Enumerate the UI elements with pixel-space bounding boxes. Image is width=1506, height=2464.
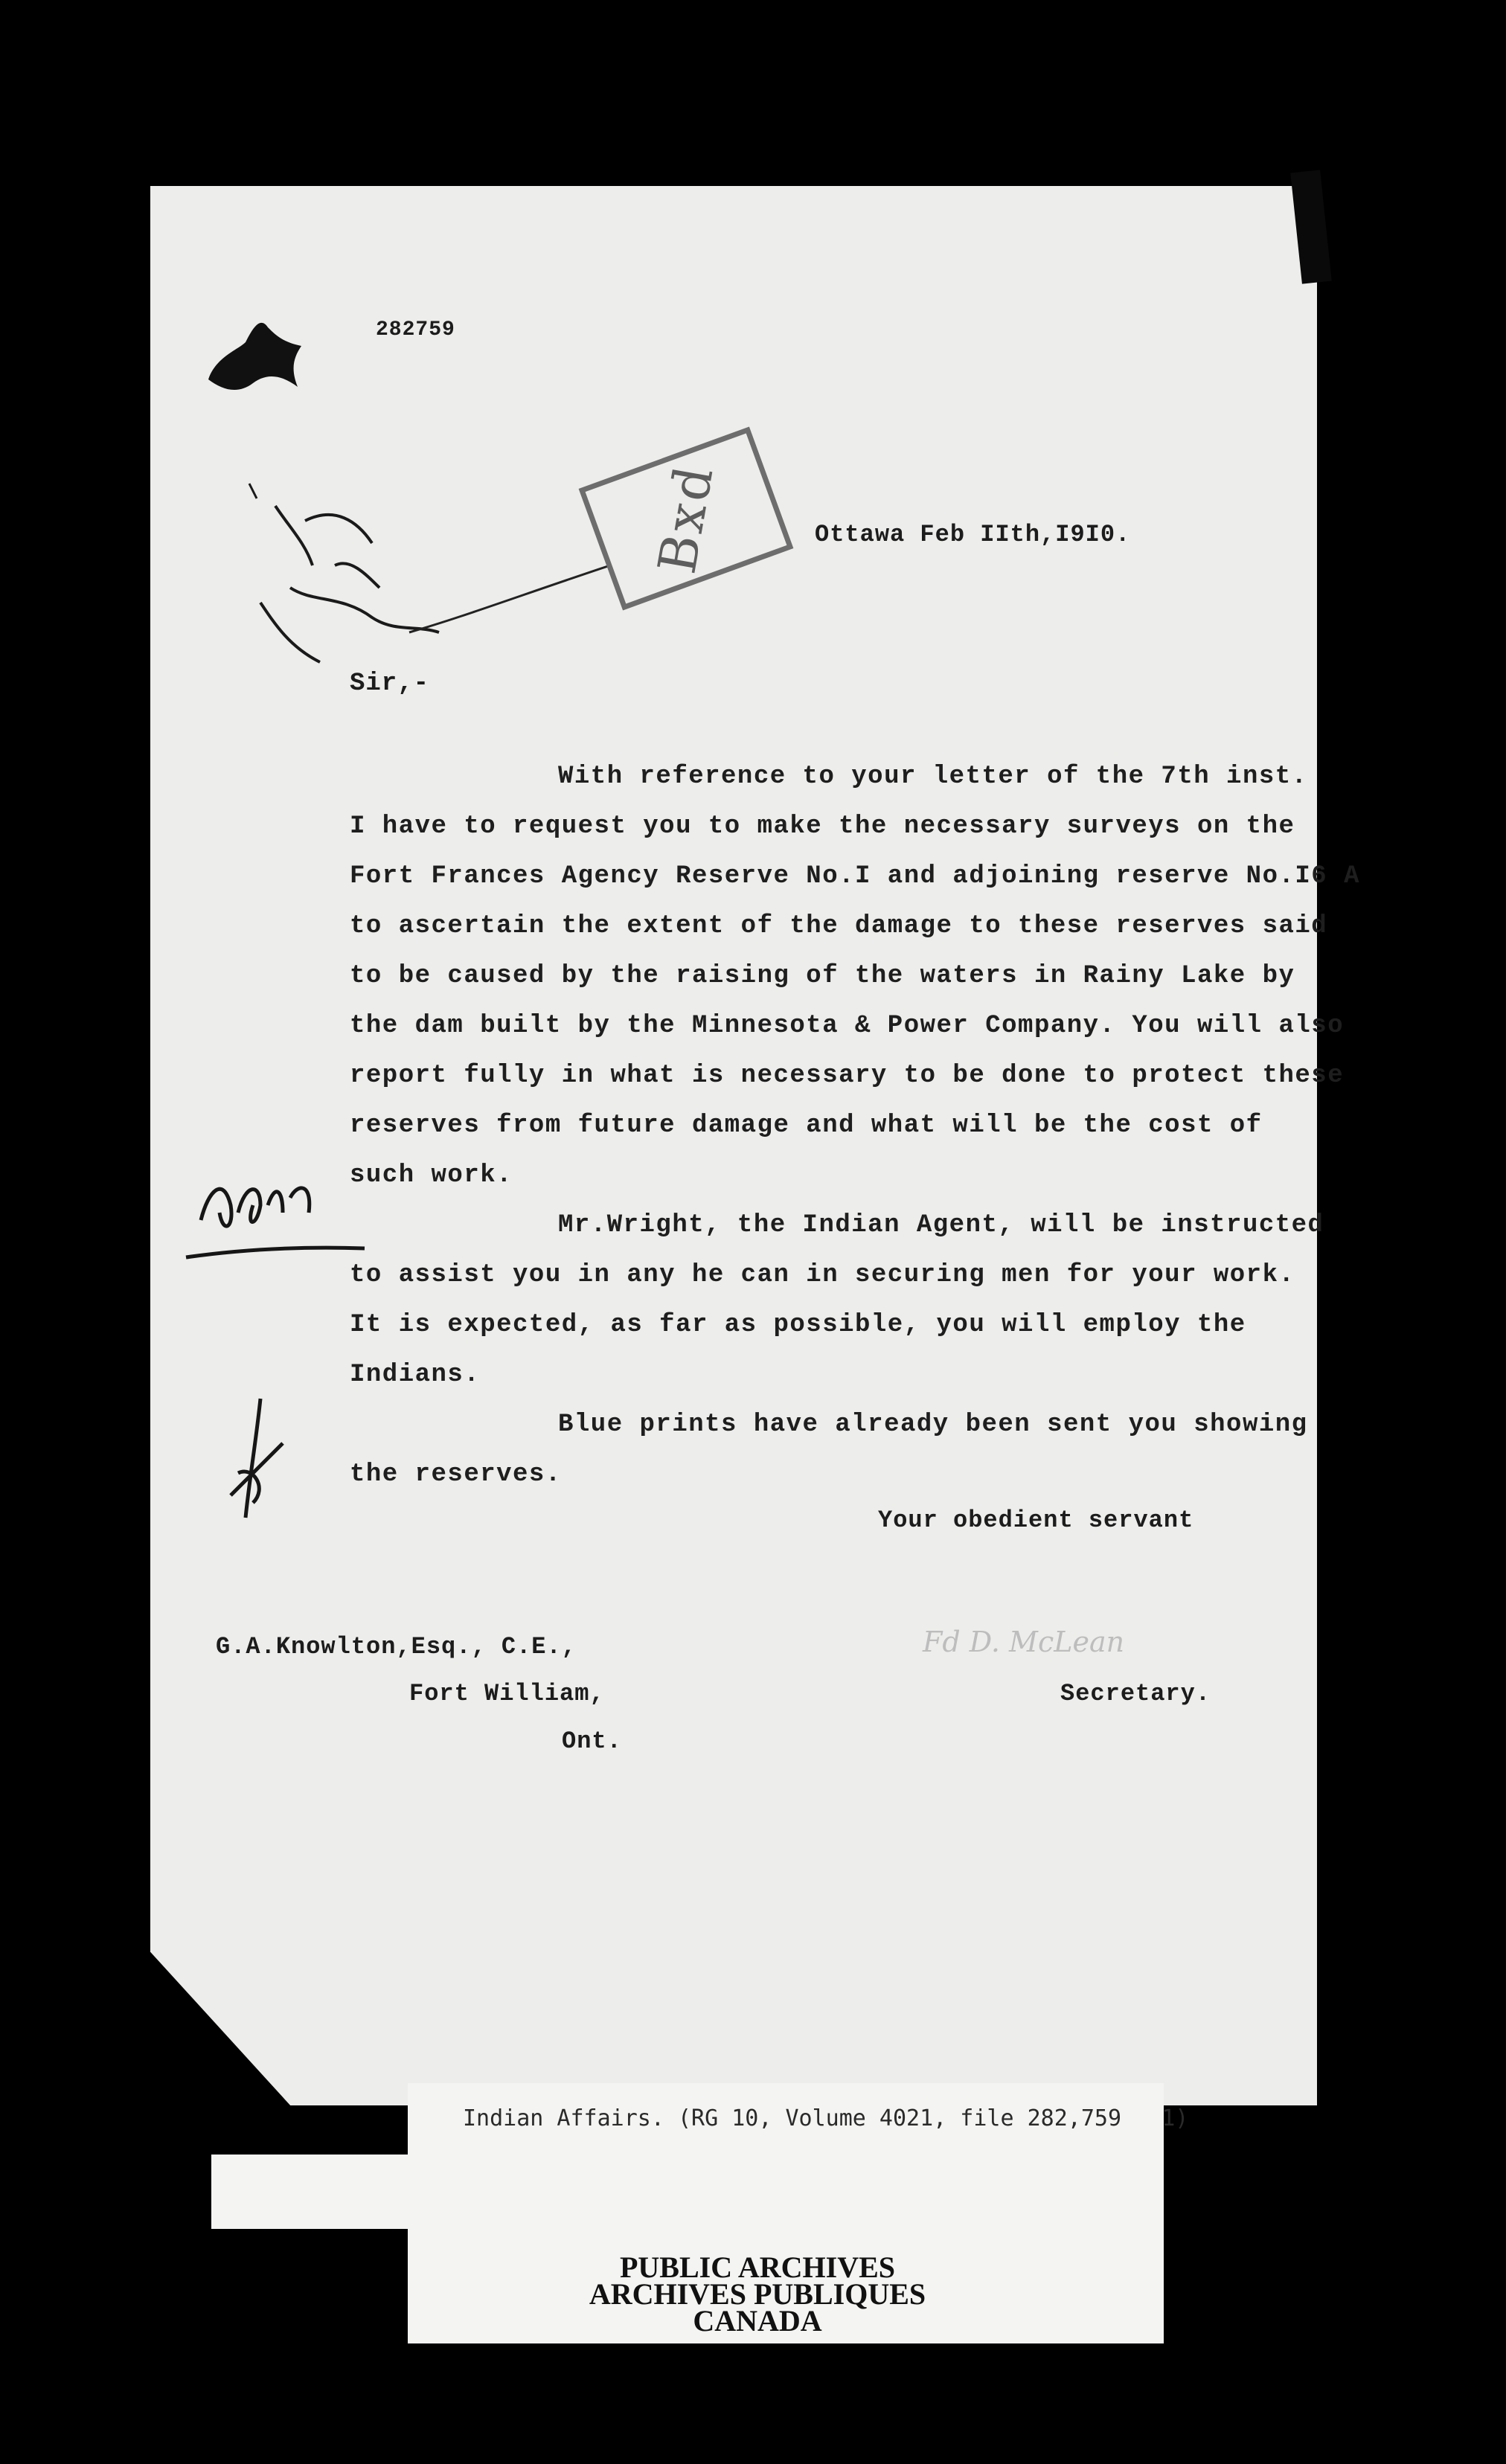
handwritten-mark [216, 1391, 298, 1525]
addressee-province: Ont. [562, 1727, 622, 1755]
archive-card-band [211, 2155, 1164, 2229]
file-number: 282759 [376, 318, 455, 341]
body-line-9: such work. [350, 1161, 513, 1190]
addressee-name: G.A.Knowlton,Esq., C.E., [216, 1633, 577, 1661]
salutation: Sir,- [350, 670, 430, 698]
body-line-6: the dam built by the Minnesota & Power Company. You will also [350, 1012, 1345, 1040]
faint-signature: Fd D. McLean [923, 1626, 1125, 1658]
body-line-5: to be caused by the raising of the waters in Rainy Lake by [350, 962, 1295, 990]
body-line-13: Indians. [350, 1361, 481, 1389]
stamp-text: Bxd [646, 459, 726, 578]
addressee-city: Fort William, [409, 1680, 605, 1707]
body-line-7: report fully in what is necessary to be done to protect these [350, 1062, 1345, 1090]
body-line-11: to assist you in any he can in securing men for your work. [350, 1261, 1295, 1289]
closing: Your obedient servant [878, 1507, 1194, 1534]
connector-stroke [402, 536, 625, 647]
ink-blot-mark [201, 312, 313, 402]
body-line-3: Fort Frances Agency Reserve No.I and adjoining reserve No.I6 A [350, 862, 1361, 891]
body-line-4: to ascertain the extent of the damage to these reserves said [350, 912, 1328, 940]
body-line-1: With reference to your letter of the 7th inst. [558, 763, 1308, 791]
handwritten-signature [179, 1161, 372, 1272]
date-line: Ottawa Feb IIth,I9I0. [815, 521, 1131, 548]
body-line-2: I have to request you to make the necessary surveys on the [350, 812, 1295, 841]
body-line-8: reserves from future damage and what will be the cost of [350, 1111, 1263, 1140]
archive-line-3: CANADA [693, 2304, 822, 2338]
body-line-10: Mr.Wright, the Indian Agent, will be instructed [558, 1211, 1324, 1239]
body-line-14: Blue prints have already been sent you showing [558, 1411, 1308, 1439]
archive-line-1: PUBLIC ARCHIVES [619, 2250, 896, 2284]
signature-title: Secretary. [1060, 1680, 1211, 1707]
body-line-15: the reserves. [350, 1460, 562, 1489]
body-line-12: It is expected, as far as possible, you will employ the [350, 1311, 1246, 1339]
archive-line-2: ARCHIVES PUBLIQUES [589, 2277, 926, 2311]
archive-reference: Indian Affairs. (RG 10, Volume 4021, file 282,759 1) [463, 2105, 1189, 2131]
